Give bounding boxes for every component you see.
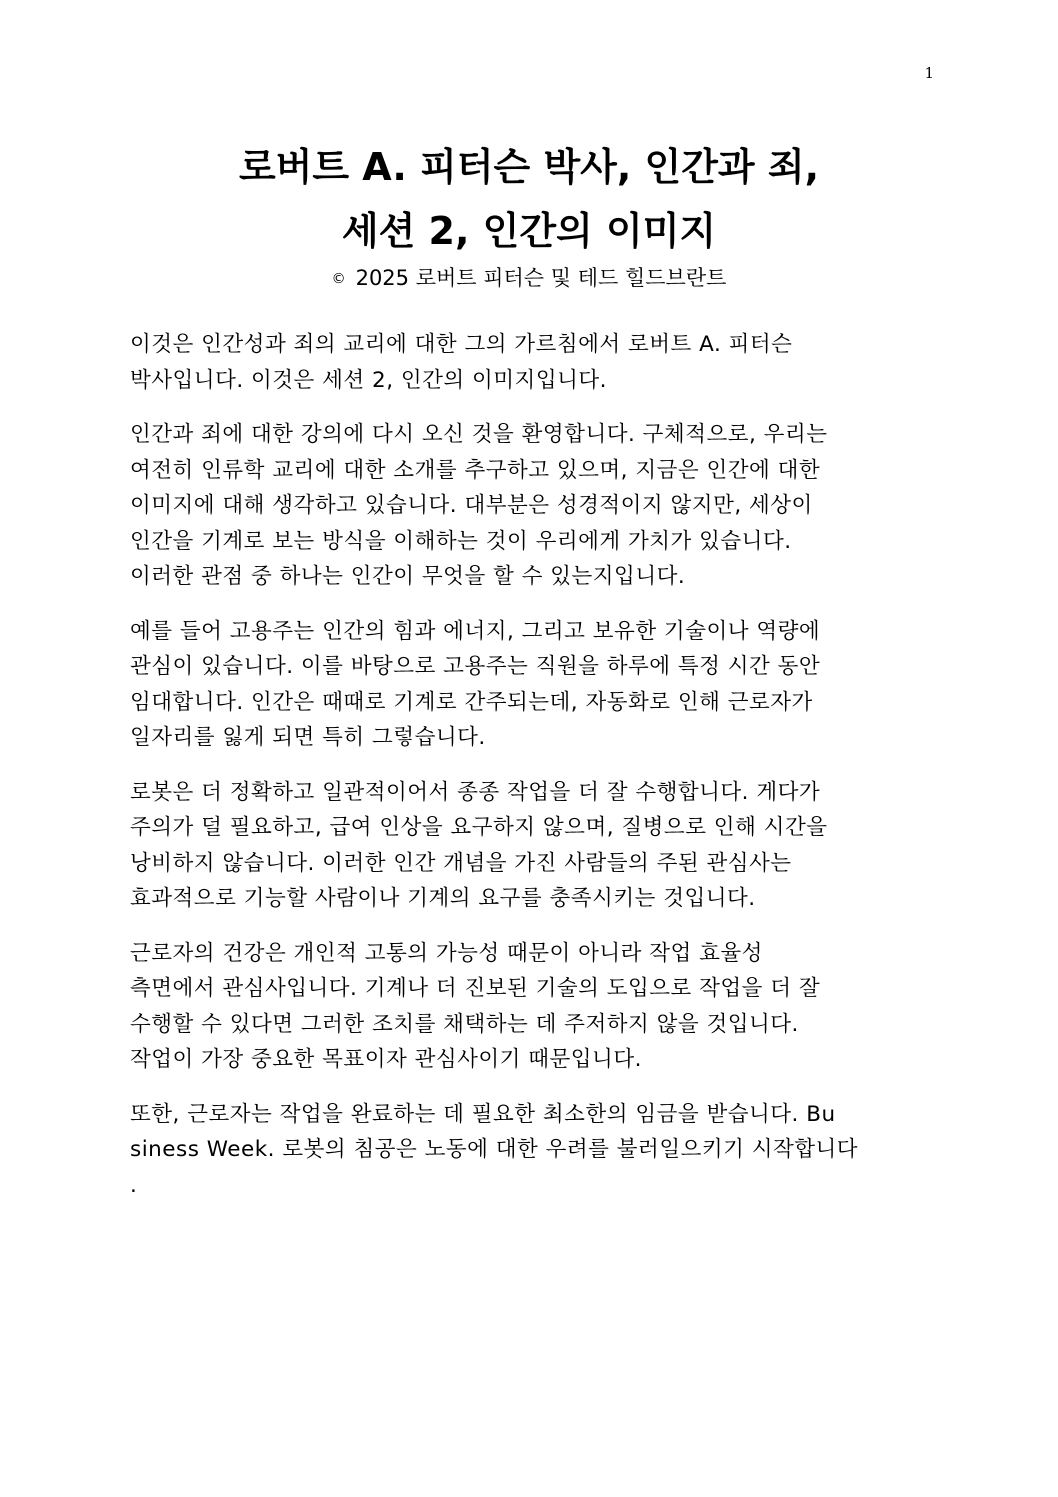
paragraph-line: 박사입니다. 이것은 세션 2, 인간의 이미지입니다. (130, 367, 607, 393)
document-title (0, 135, 1058, 263)
title-line-1: 로버트 A. 피터슨 박사, 인간과 죄, (238, 145, 820, 189)
paragraph-line: 낭비하지 않습니다. 이러한 인간 개념을 가진 사람들의 주된 관심사는 (130, 850, 792, 876)
paragraph-line: 인간과 죄에 대한 강의에 다시 오신 것을 환영합니다. 구체적으로, 우리는 (130, 422, 828, 447)
paragraph-6 (130, 1097, 930, 1204)
document-body (130, 327, 930, 1222)
paragraph-line: 이것은 인간성과 죄의 교리에 대한 그의 가르침에서 로버트 A. 피터슨 (130, 332, 793, 357)
paragraph-line: 임대합니다. 인간은 때때로 기계로 간주되는데, 자동화로 인해 근로자가 (130, 689, 813, 715)
paragraph-line: 일자리를 잃게 되면 특히 그렇습니다. (130, 725, 486, 750)
paragraph-2 (130, 417, 930, 595)
paragraph-3 (130, 614, 930, 756)
paragraph-line: 인간을 기계로 보는 방식을 이해하는 것이 우리에게 가치가 있습니다. (130, 528, 792, 554)
paragraph-line: 예를 들어 고용주는 인간의 힘과 에너지, 그리고 보유한 기술이나 역량에 (130, 618, 821, 644)
paragraph-line: 로봇은 더 정확하고 일관적이어서 종종 작업을 더 잘 수행합니다. 게다가 (130, 779, 821, 805)
paragraph-5 (130, 936, 930, 1078)
paragraph-1 (130, 327, 930, 398)
title-line-2: 세션 2, 인간의 이미지 (341, 209, 717, 253)
paragraph-line: 수행할 수 있다면 그러한 조치를 채택하는 데 주저하지 않을 것입니다. (130, 1011, 799, 1037)
paragraph-line: 작업이 가장 중요한 목표이자 관심사이기 때문입니다. (130, 1047, 642, 1072)
copyright-text: 2025 로버트 피터슨 및 테드 힐드브란트 (355, 266, 727, 290)
paragraph-line: 이미지에 대해 생각하고 있습니다. 대부분은 성경적이지 않지만, 세상이 (130, 493, 813, 518)
paragraph-line: 측면에서 관심사입니다. 기계나 더 진보된 기술의 도입으로 작업을 더 잘 (130, 976, 821, 1001)
paragraph-line: siness Week. 로봇의 침공은 노동에 대한 우려를 불러일으키기 시작합니다 (130, 1137, 859, 1162)
copyright-notice (0, 262, 1058, 295)
paragraph-line: 주의가 덜 필요하고, 급여 인상을 요구하지 않으며, 질병으로 인해 시간을 (130, 815, 828, 840)
paragraph-line: 효과적으로 기능할 사람이나 기계의 요구를 충족시키는 것입니다. (130, 886, 756, 911)
page-number: 1 (924, 64, 934, 82)
paragraph-line: 이러한 관점 중 하나는 인간이 무엇을 할 수 있는지입니다. (130, 564, 686, 589)
paragraph-line: 근로자의 건강은 개인적 고통의 가능성 때문이 아니라 작업 효율성 (130, 940, 763, 966)
paragraph-line: 관심이 있습니다. 이를 바탕으로 고용주는 직원을 하루에 특정 시간 동안 (130, 654, 821, 679)
paragraph-line: 또한, 근로자는 작업을 완료하는 데 필요한 최소한의 임금을 받습니다. Bu (130, 1101, 836, 1127)
paragraph-line: 여전히 인류학 교리에 대한 소개를 추구하고 있으며, 지금은 인간에 대한 (130, 457, 821, 483)
paragraph-line: . (130, 1172, 138, 1198)
copyright-icon: © (331, 271, 346, 287)
paragraph-4 (130, 775, 930, 917)
